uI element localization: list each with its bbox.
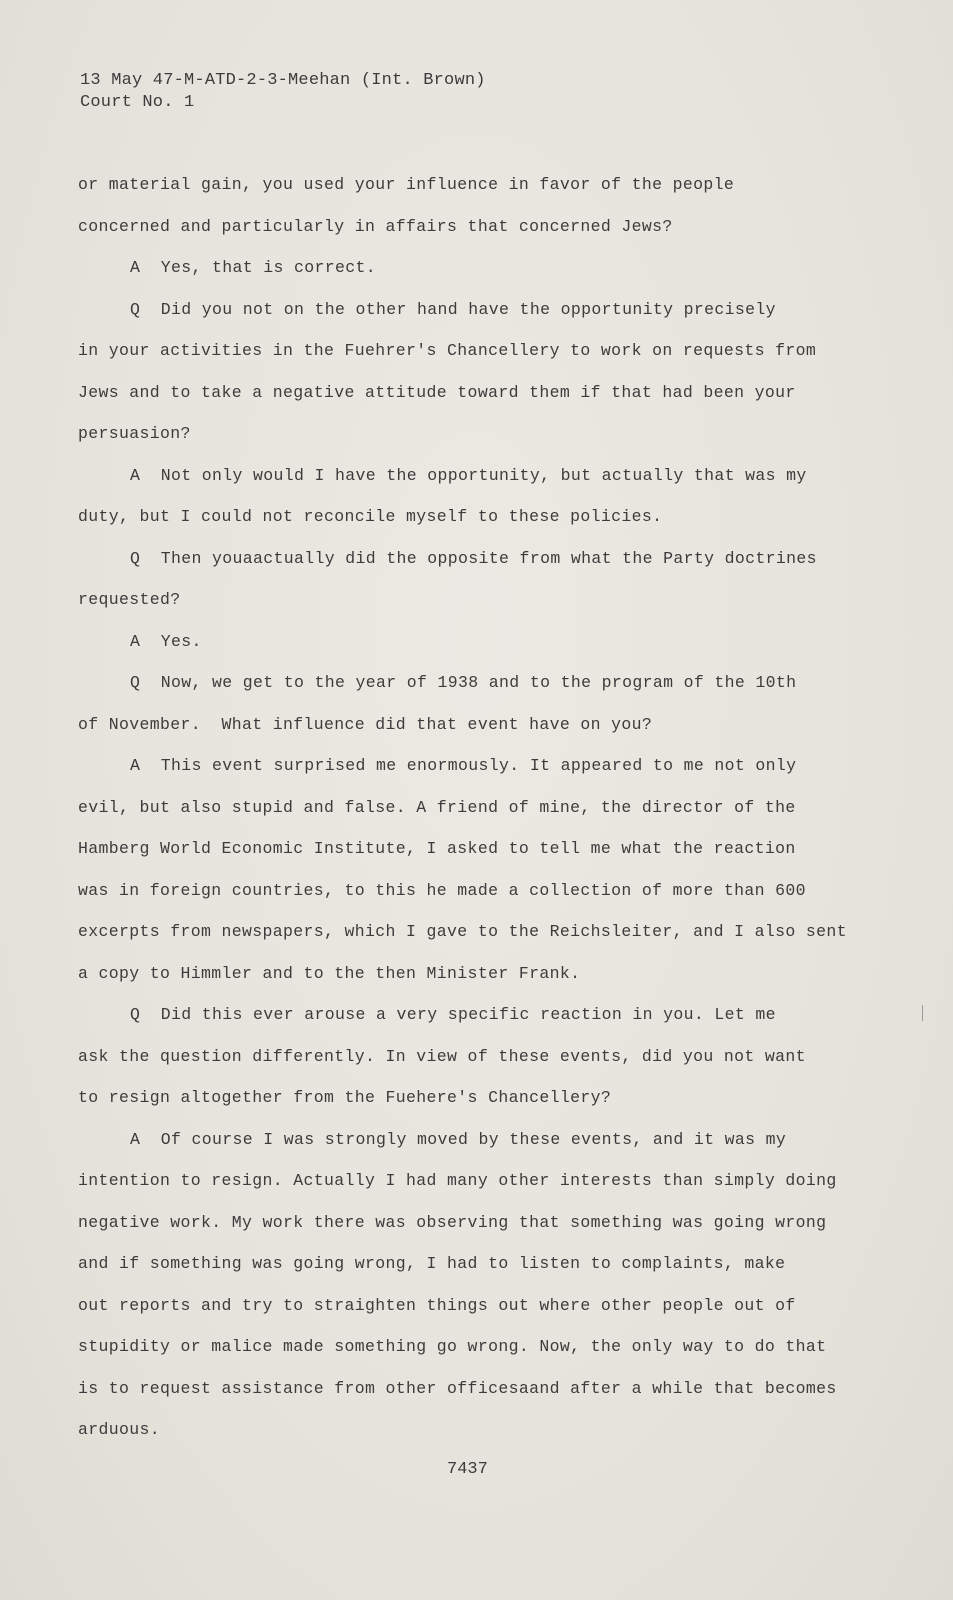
transcript-line: Q Then youaactually did the opposite from what the Party doctrines bbox=[130, 548, 817, 568]
transcript-line: arduous. bbox=[78, 1420, 161, 1439]
transcript-line: Q Did you not on the other hand have the opportunity precisely bbox=[130, 299, 776, 319]
transcript-line: a copy to Himmler and to the then Minister Frank. bbox=[78, 963, 581, 983]
transcript-line: A Of course I was strongly moved by these events, and it was my bbox=[130, 1129, 787, 1149]
transcript-line: A Yes. bbox=[130, 631, 202, 651]
transcript-line: persuasion? bbox=[78, 424, 191, 443]
transcript-line: Jews and to take a negative attitude toward them if that had been your bbox=[78, 382, 796, 402]
transcript-line: requested? bbox=[78, 590, 181, 609]
transcript-line: is to request assistance from other officesaand after a while that becomes bbox=[78, 1378, 837, 1398]
header-court-line: Court No. 1 bbox=[80, 93, 195, 112]
transcript-line: of November. What influence did that event have on you? bbox=[78, 714, 653, 734]
transcript-line: in your activities in the Fuehrer's Chancellery to work on requests from bbox=[78, 341, 817, 360]
transcript-line: or material gain, you used your influence in favor of the people bbox=[78, 175, 735, 194]
transcript-line: A Not only would I have the opportunity, but actually that was my bbox=[130, 465, 807, 485]
transcript-line: was in foreign countries, to this he made a collection of more than 600 bbox=[78, 880, 806, 900]
transcript-body bbox=[78, 174, 878, 1461]
transcript-line: intention to resign. Actually I had many other interests than simply doing bbox=[78, 1171, 837, 1190]
document-header bbox=[80, 70, 486, 114]
page-number: 7437 bbox=[447, 1460, 488, 1479]
transcript-line: Hamberg World Economic Institute, I asked to tell me what the reaction bbox=[78, 839, 796, 858]
transcript-line: Q Now, we get to the year of 1938 and to the program of the 10th bbox=[130, 673, 797, 692]
transcript-line: excerpts from newspapers, which I gave to the Reichsleiter, and I also sent bbox=[78, 922, 847, 941]
transcript-line: A This event surprised me enormously. It appeared to me not only bbox=[130, 756, 797, 775]
transcript-line: to resign altogether from the Fuehere's Chancellery? bbox=[78, 1088, 612, 1107]
transcript-line: ask the question differently. In view of these events, did you not want bbox=[78, 1046, 806, 1066]
transcript-line: concerned and particularly in affairs that concerned Jews? bbox=[78, 216, 673, 236]
transcript-line: Q Did this ever arouse a very specific reaction in you. Let me bbox=[130, 1005, 776, 1024]
transcript-line: stupidity or malice made something go wrong. Now, the only way to do that bbox=[78, 1337, 827, 1356]
transcript-line: negative work. My work there was observing that something was going wrong bbox=[78, 1212, 827, 1232]
transcript-line: evil, but also stupid and false. A friend of mine, the director of the bbox=[78, 797, 796, 817]
transcript-line: A Yes, that is correct. bbox=[130, 258, 377, 277]
transcript-line: out reports and try to straighten things out where other people out of bbox=[78, 1295, 796, 1315]
transcript-line: duty, but I could not reconcile myself to these policies. bbox=[78, 507, 663, 526]
margin-mark bbox=[922, 1005, 923, 1021]
header-session-line: 13 May 47-M-ATD-2-3-Meehan (Int. Brown) bbox=[80, 71, 486, 90]
transcript-line: and if something was going wrong, I had to listen to complaints, make bbox=[78, 1254, 786, 1273]
